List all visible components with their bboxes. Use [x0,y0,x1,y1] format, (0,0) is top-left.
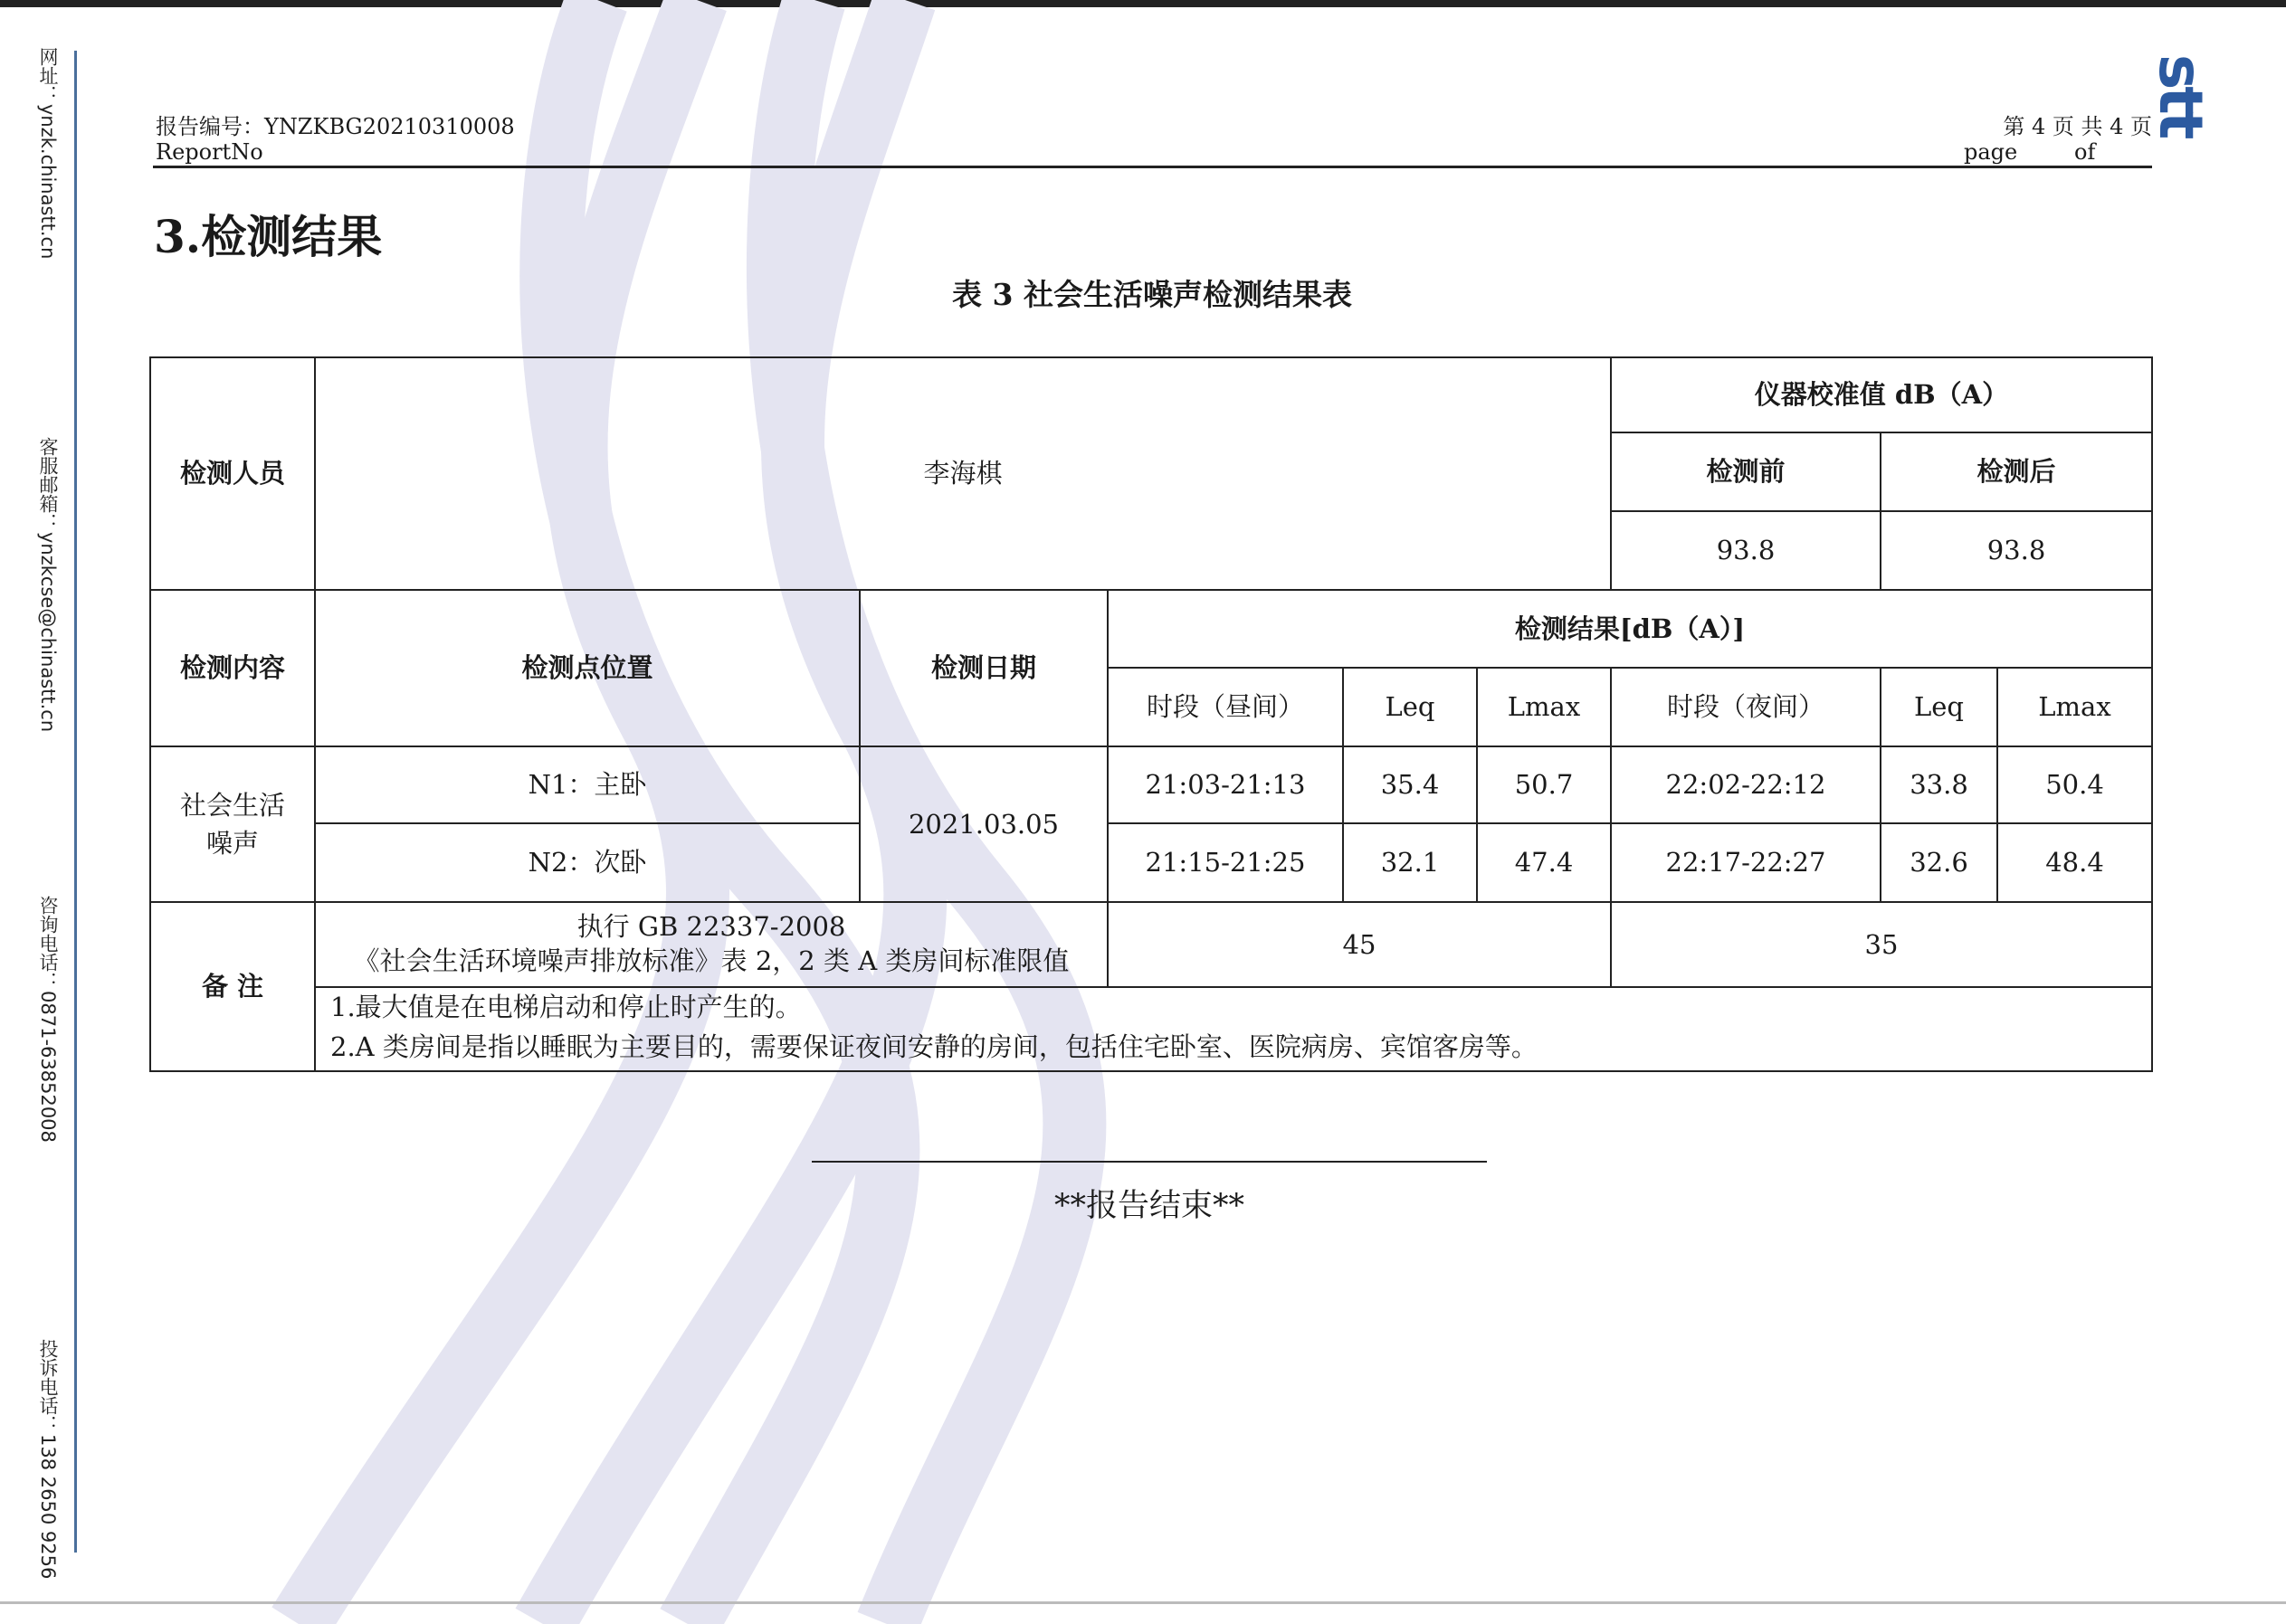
location-label: 检测点位置 [314,589,861,747]
of-en: of [2074,139,2096,165]
row2-day-period: 21:15-21:25 [1107,822,1344,903]
report-number-en: ReportNo [156,139,263,165]
table-title: 表 3 社会生活噪声检测结果表 [952,277,1352,312]
row1-night-leq: 33.8 [1880,746,1998,824]
page-en: page [1964,139,2018,165]
date-label: 检测日期 [859,589,1109,747]
note-2: 2.A 类房间是指以睡眠为主要目的，需要保证夜间安静的房间，包括住宅卧室、医院病房、宾馆客房等。 [330,1030,1538,1062]
standard-line1: 执行 GB 22337-2008 [576,911,846,943]
standard-line2: 《社会生活环境噪声排放标准》表 2，2 类 A 类房间标准限值 [353,945,1070,976]
night-leq-label: Leq [1880,667,1998,747]
day-limit: 45 [1107,901,1612,988]
row1-day-leq: 35.4 [1342,746,1478,824]
inspector-name: 李海棋 [314,356,1612,591]
remark-label: 备 注 [149,901,316,1072]
consult-phone-text: 咨询电话：0871-63852008 [37,896,59,1143]
report-end-text: **报告结束** [1053,1188,1244,1224]
row2-day-leq: 32.1 [1342,822,1478,903]
row2-night-period: 22:17-22:27 [1610,822,1881,903]
complaint-phone-text: 投诉电话：138 2650 9256 [37,1339,59,1580]
before-value: 93.8 [1610,510,1881,591]
content-label: 检测内容 [149,589,316,747]
row2-night-lmax: 48.4 [1996,822,2153,903]
row1-day-lmax: 50.7 [1476,746,1612,824]
row2-day-lmax: 47.4 [1476,822,1612,903]
after-label: 检测后 [1880,432,2153,512]
after-value: 93.8 [1880,510,2153,591]
end-rule [812,1161,1487,1163]
night-lmax-label: Lmax [1996,667,2153,747]
email-text: 客服邮箱：ynzkcse@chinastt.cn [37,437,59,733]
website-text: 网址：ynzk.chinastt.cn [37,47,59,260]
row2-location: N2：次卧 [314,822,861,903]
report-number: 报告编号：YNZKBG20210310008 [156,114,515,139]
row1-night-period: 22:02-22:12 [1610,746,1881,824]
header-rule [153,166,2152,168]
page-info: 第 4 页 共 4 页 [2003,114,2152,139]
row2-night-leq: 32.6 [1880,822,1998,903]
row1-location: N1：主卧 [314,746,861,824]
section-title: 3.检测结果 [154,210,383,263]
row1-day-period: 21:03-21:13 [1107,746,1344,824]
inspector-label: 检测人员 [149,356,316,591]
note-1: 1.最大值是在电梯启动和停止时产生的。 [330,992,802,1022]
content-value: 社会生活噪声 [149,746,316,903]
night-limit: 35 [1610,901,2153,988]
day-lmax-label: Lmax [1476,667,1612,747]
date-value: 2021.03.05 [859,746,1109,903]
bottom-border [0,1601,2286,1604]
standard-cell [314,901,1109,988]
night-period-label: 时段（夜间） [1610,667,1881,747]
before-label: 检测前 [1610,432,1881,512]
result-label: 检测结果[dB（A）] [1107,589,2153,669]
day-leq-label: Leq [1342,667,1478,747]
row1-night-lmax: 50.4 [1996,746,2153,824]
stt-logo: stt [2146,54,2215,137]
notes-cell [314,986,2153,1072]
calibration-label: 仪器校准值 dB（A） [1610,356,2153,433]
day-period-label: 时段（昼间） [1107,667,1344,747]
